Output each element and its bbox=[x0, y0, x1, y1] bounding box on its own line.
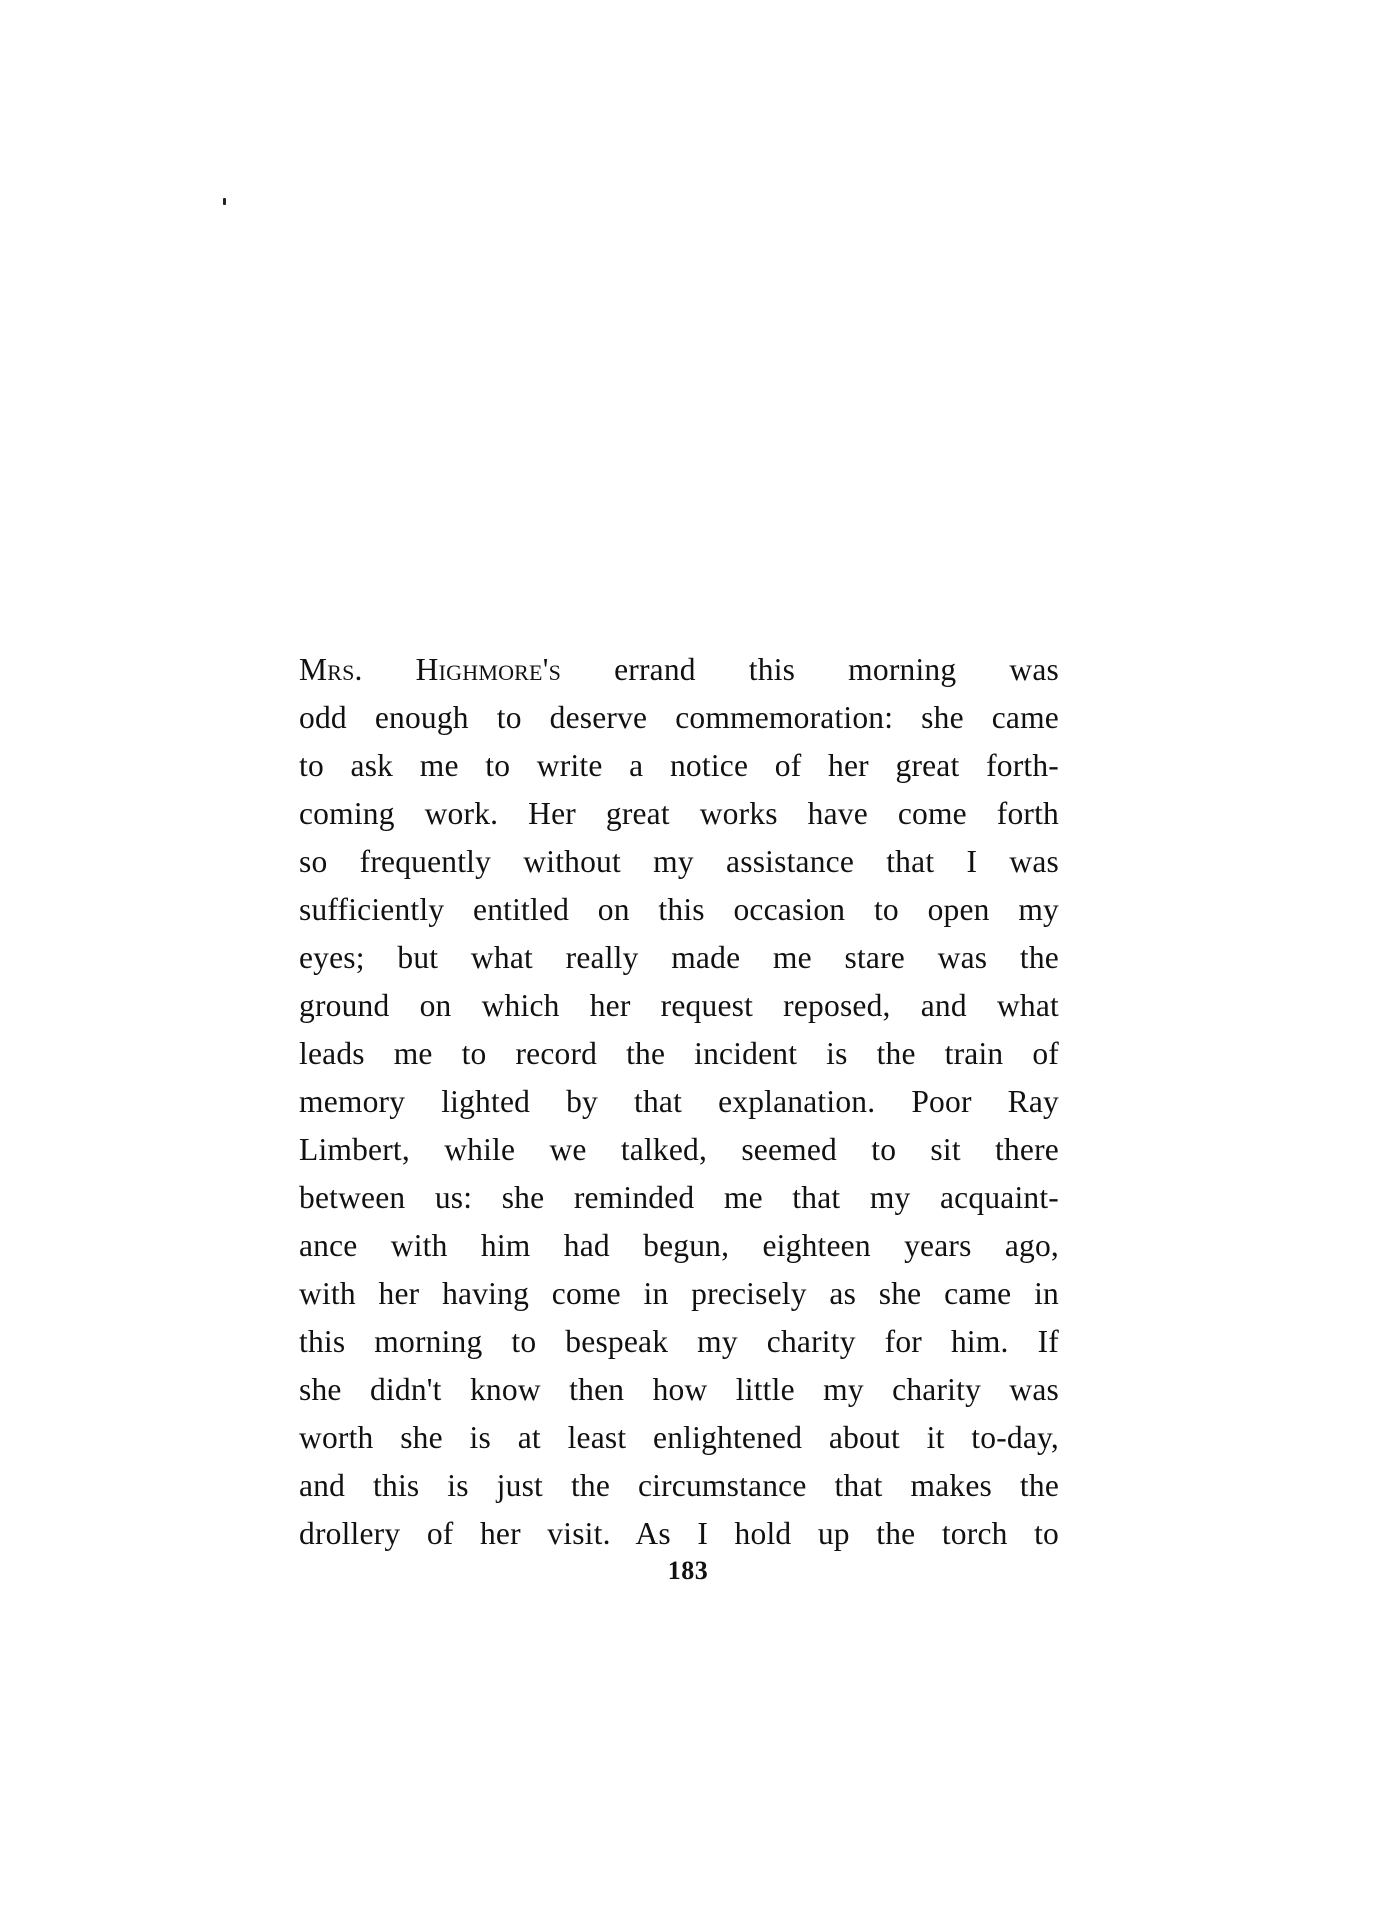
text-line-5: so frequently without my assistance that I was bbox=[299, 844, 1059, 879]
opening-possessive: 's bbox=[542, 652, 561, 687]
text-line-15: this morning to bespeak my charity for him. If bbox=[299, 1324, 1059, 1359]
text-line-18: and this is just the circumstance that makes the bbox=[299, 1468, 1059, 1503]
text-line-1 bbox=[299, 646, 1059, 694]
text-line-17: worth she is at least enlightened about it to-day, bbox=[299, 1420, 1059, 1455]
text-line-8: ground on which her request reposed, and what bbox=[299, 988, 1059, 1023]
opening-name: Mrs. Highmore bbox=[299, 652, 543, 687]
ink-speck bbox=[223, 198, 226, 205]
text-line-11: Limbert, while we talked, seemed to sit there bbox=[299, 1132, 1059, 1167]
text-line-2: odd enough to deserve commemoration: she came bbox=[299, 700, 1059, 735]
text-line-12: between us: she reminded me that my acquaint- bbox=[299, 1180, 1059, 1215]
text-line-4: coming work. Her great works have come forth bbox=[299, 796, 1059, 831]
text-line-10: memory lighted by that explanation. Poor Ray bbox=[299, 1084, 1059, 1119]
text-line-19: drollery of her visit. As I hold up the torch to bbox=[299, 1516, 1059, 1551]
text-line-14: with her having come in precisely as she came in bbox=[299, 1276, 1059, 1311]
line-1-text: errand this morning was bbox=[561, 652, 1059, 687]
text-line-6: sufficiently entitled on this occasion to open my bbox=[299, 892, 1059, 927]
text-line-3: to ask me to write a notice of her great forth- bbox=[299, 748, 1059, 783]
body-text bbox=[299, 646, 1059, 1558]
text-line-13: ance with him had begun, eighteen years ago, bbox=[299, 1228, 1059, 1263]
text-line-9: leads me to record the incident is the train of bbox=[299, 1036, 1059, 1071]
text-line-16: she didn't know then how little my charity was bbox=[299, 1372, 1059, 1407]
text-line-7: eyes; but what really made me stare was the bbox=[299, 940, 1059, 975]
page-number: 183 bbox=[667, 1556, 709, 1585]
